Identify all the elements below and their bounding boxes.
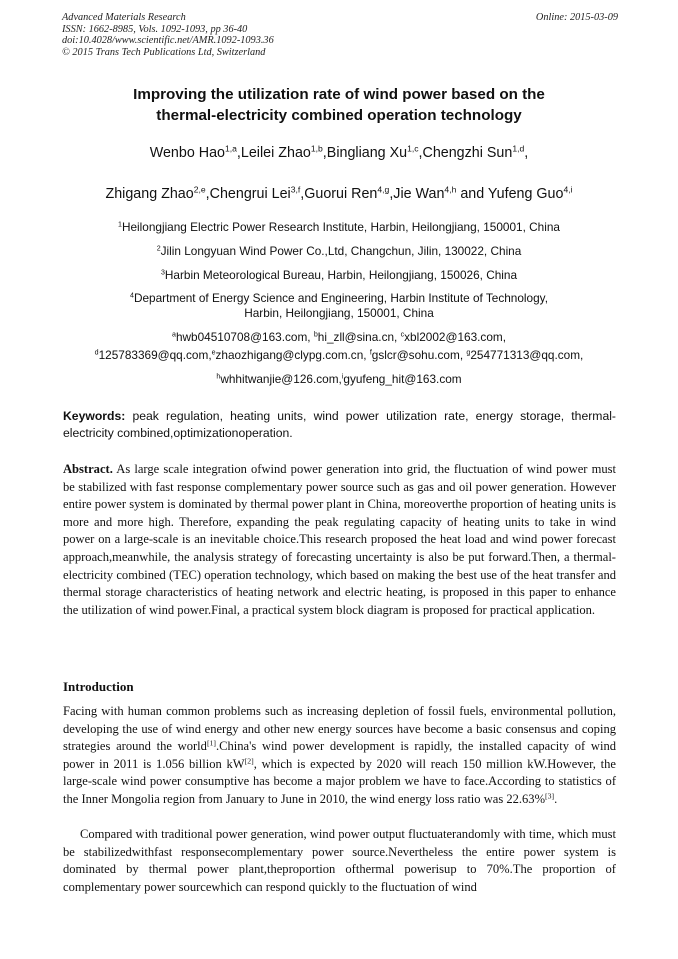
keywords-label: Keywords: bbox=[63, 409, 126, 423]
author: Yufeng Guo$^{4,i}$ bbox=[487, 184, 573, 202]
email: $^d$125783369@qq.com, bbox=[94, 348, 212, 362]
section-heading: Introduction bbox=[63, 679, 134, 694]
email: $^i$gyufeng_hit@163.com bbox=[341, 372, 462, 386]
email: $^b$hi_zll@sina.cn, bbox=[313, 330, 401, 344]
abstract-text: As large scale integration ofwind power generation into grid, the fluctuation of wind power must be stabilized with fast response complementary power source such as gas and oil power generation. However entire power system is dominated by thermal power plant in China, moreoverthe proportion of heating units is more and more high. Therefore, expanding the peak regulating capacity of heating units to take in wind power on a large-scale is an inevitable choice.This research proposed the heat load and wind power forecast approach,meanwhile, the analysis strategy of forecasting uncertainty is also be put forward.Then, a thermal-electricity combined (TEC) operation technology, which based on making the best use of the heat transfer and thermal storage characteristics of heating network and electric heating, is proposed in this paper to enhance the utilization of wind power.Final, a practical system block diagram is proposed for practical application. bbox=[63, 462, 616, 617]
email-line-2 bbox=[40, 348, 638, 363]
affiliation-2: $^2$Jilin Longyuan Wind Power Co.,Ltd, Changchun, Jilin, 130022, China bbox=[156, 244, 522, 258]
author: Bingliang Xu$^{1,c}$, bbox=[326, 143, 423, 161]
journal-header bbox=[62, 12, 618, 58]
email: $^h$whhitwanjie@126.com, bbox=[216, 372, 342, 386]
author-line-2 bbox=[40, 185, 638, 203]
online-date: Online: 2015-03-09 bbox=[535, 12, 618, 23]
email-line-3 bbox=[40, 372, 638, 387]
email: $^c$xbl2002@163.com, bbox=[400, 330, 506, 344]
journal-doi: doi:10.4028/www.scientific.net/AMR.1092-1093.36 bbox=[62, 35, 274, 47]
journal-issn: ISSN: 1662-8985, Vols. 1092-1093, pp 36-40 bbox=[62, 23, 248, 35]
email: $^a$hwb04510708@163.com, bbox=[172, 330, 314, 344]
author: Leilei Zhao$^{1,b}$, bbox=[240, 143, 327, 161]
email: $^f$gslcr@sohu.com, bbox=[369, 348, 467, 362]
intro-paragraph-2: Compared with traditional power generation, wind power output fluctuaterandomly with time, which must be stabilizedwithfast responsecomplementary power source.Nevertheless the entire power system is dominated by thermal power plant,theproportion ofthermal powerisup to 70%.The proportion of complementary power sourcewhich can respond quickly to the fluctuation of wind bbox=[63, 827, 616, 894]
author: Wenbo Hao$^{1,a}$, bbox=[149, 143, 241, 161]
journal-copyright: © 2015 Trans Tech Publications Ltd, Switzerland bbox=[62, 46, 266, 58]
email-line-1 bbox=[40, 330, 638, 345]
affiliation-4: $^4$Department of Energy Science and Engineering, Harbin Institute of Technology, Harbin, Heilongjiang, 150001, China bbox=[130, 291, 548, 320]
email: $^e$zhaozhigang@clypg.com.cn, bbox=[211, 348, 370, 362]
title-line-1: Improving the utilization rate of wind power based on the bbox=[133, 86, 545, 103]
paper-title bbox=[60, 84, 618, 126]
citation: [3] bbox=[545, 791, 555, 801]
intro-paragraph-1: Facing with human common problems such as increasing depletion of fossil fuels, environmental pollution, developing the use of wind energy and other new energy sources have become a basic consensus and coping strategies around the world[1].China's wind power development is rapidly, the installed capacity of wind power in 2011 is 1.056 billion kW[2], which is expected by 2020 will reach 150 million kW.However, the large-scale wind power consumptive has become a major problem we have to face.According to statistics of the Inner Mongolia region from January to June in 2010, the wind energy loss ratio was 22.63%[3]. bbox=[63, 704, 617, 806]
affiliation-3: $^3$Harbin Meteorological Bureau, Harbin, Heilongjiang, 150026, China bbox=[160, 268, 518, 282]
abstract bbox=[63, 461, 616, 619]
citation: [2] bbox=[244, 756, 254, 766]
affiliation-1: $^1$Heilongjiang Electric Power Research Institute, Harbin, Heilongjiang, 150001, China bbox=[118, 220, 560, 234]
author-line-1 bbox=[40, 144, 638, 162]
citation: [1] bbox=[206, 738, 217, 748]
keywords-text: peak regulation, heating units, wind power utilization rate, energy storage, thermal-electricity combined,optimizationoperation. bbox=[63, 409, 616, 440]
author: Chengzhi Sun$^{1,d}$, bbox=[422, 143, 529, 161]
journal-name: Advanced Materials Research bbox=[62, 12, 186, 23]
author: Guorui Ren$^{4,g}$, bbox=[304, 184, 394, 202]
author: Jie Wan$^{4,h}$ and bbox=[393, 184, 488, 202]
author: Chengrui Lei$^{3,f}$, bbox=[209, 184, 305, 202]
title-line-2: thermal-electricity combined operation technology bbox=[156, 107, 522, 124]
abstract-label: Abstract. bbox=[63, 462, 113, 476]
keywords bbox=[63, 408, 616, 442]
email: $^g$254771313@qq.com, bbox=[466, 348, 584, 362]
author: Zhigang Zhao$^{2,e}$, bbox=[105, 184, 210, 202]
